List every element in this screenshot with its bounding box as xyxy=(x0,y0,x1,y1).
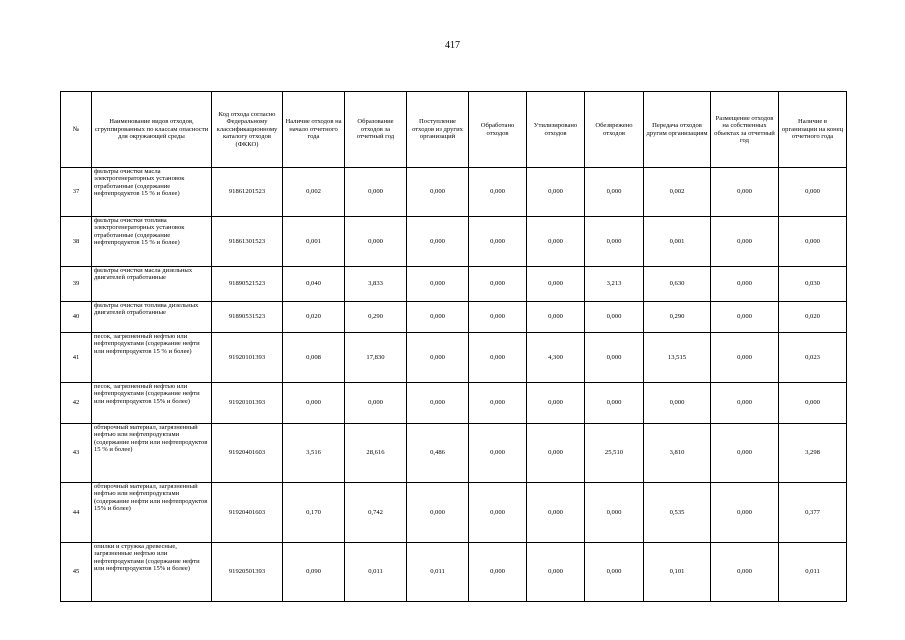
table-row xyxy=(61,383,847,424)
cell-start-balance: 0,020 xyxy=(283,302,345,333)
cell-transferred: 0,535 xyxy=(644,483,711,543)
header-start-balance: Наличие отходов на начало отчетного года xyxy=(283,92,345,168)
cell-waste-name: опилки и стружка древесные, загрязненные нефтью или нефтепродуктами (содержание нефти или нефтепродуктов 15% и более) xyxy=(92,543,212,602)
cell-processed: 0,000 xyxy=(469,217,527,267)
cell-processed: 0,000 xyxy=(469,333,527,383)
cell-fkko-code: 91920401603 xyxy=(212,483,283,543)
table-row xyxy=(61,333,847,383)
cell-utilized: 0,000 xyxy=(527,383,585,424)
cell-neutralized: 0,000 xyxy=(585,543,644,602)
cell-received: 0,000 xyxy=(407,302,469,333)
cell-transferred: 0,290 xyxy=(644,302,711,333)
header-received: Поступление отходов из других организаций xyxy=(407,92,469,168)
cell-waste-name: фильтры очистки топлива электрогенераторных установок отработанные (содержание нефтепродуктов 15 % и более) xyxy=(92,217,212,267)
cell-placed-own: 0,000 xyxy=(711,217,779,267)
cell-waste-name: обтирочный материал, загрязненный нефтью или нефтепродуктами (содержание нефти или нефтепродуктов 15% и более) xyxy=(92,483,212,543)
cell-end-balance: 0,000 xyxy=(779,168,847,217)
cell-number: 43 xyxy=(61,424,92,483)
cell-end-balance: 0,000 xyxy=(779,217,847,267)
table-row xyxy=(61,267,847,302)
cell-number: 40 xyxy=(61,302,92,333)
cell-neutralized: 3,213 xyxy=(585,267,644,302)
cell-generated: 0,000 xyxy=(345,168,407,217)
cell-transferred: 0,001 xyxy=(644,217,711,267)
cell-transferred: 0,101 xyxy=(644,543,711,602)
cell-waste-name: обтирочный материал, загрязненный нефтью или нефтепродуктами (содержание нефти или нефтепродуктов 15 % и более) xyxy=(92,424,212,483)
header-waste-name: Наименование видов отходов, сгруппированных по классам опасности для окружающей среды xyxy=(92,92,212,168)
table-row xyxy=(61,483,847,543)
cell-waste-name: фильтры очистки масла электрогенераторных установок отработанные (содержание нефтепродуктов 15 % и более) xyxy=(92,168,212,217)
cell-transferred: 0,630 xyxy=(644,267,711,302)
cell-generated: 0,742 xyxy=(345,483,407,543)
header-generated: Образование отходов за отчетный год xyxy=(345,92,407,168)
cell-neutralized: 0,000 xyxy=(585,483,644,543)
cell-start-balance: 3,516 xyxy=(283,424,345,483)
table-row xyxy=(61,543,847,602)
cell-start-balance: 0,001 xyxy=(283,217,345,267)
cell-processed: 0,000 xyxy=(469,383,527,424)
cell-number: 38 xyxy=(61,217,92,267)
cell-placed-own: 0,000 xyxy=(711,543,779,602)
cell-start-balance: 0,040 xyxy=(283,267,345,302)
cell-transferred: 0,000 xyxy=(644,383,711,424)
cell-end-balance: 3,298 xyxy=(779,424,847,483)
cell-number: 45 xyxy=(61,543,92,602)
cell-processed: 0,000 xyxy=(469,267,527,302)
cell-utilized: 4,300 xyxy=(527,333,585,383)
cell-placed-own: 0,000 xyxy=(711,424,779,483)
cell-generated: 0,000 xyxy=(345,383,407,424)
cell-received: 0,000 xyxy=(407,168,469,217)
cell-placed-own: 0,000 xyxy=(711,168,779,217)
cell-received: 0,000 xyxy=(407,483,469,543)
cell-fkko-code: 91920101393 xyxy=(212,333,283,383)
cell-placed-own: 0,000 xyxy=(711,333,779,383)
cell-utilized: 0,000 xyxy=(527,424,585,483)
cell-end-balance: 0,030 xyxy=(779,267,847,302)
cell-end-balance: 0,377 xyxy=(779,483,847,543)
cell-processed: 0,000 xyxy=(469,302,527,333)
cell-generated: 17,830 xyxy=(345,333,407,383)
page-number: 417 xyxy=(445,40,460,51)
cell-processed: 0,000 xyxy=(469,168,527,217)
table-row xyxy=(61,302,847,333)
cell-fkko-code: 91890531523 xyxy=(212,302,283,333)
cell-number: 37 xyxy=(61,168,92,217)
cell-waste-name: фильтры очистки топлива дизельных двигателей отработанные xyxy=(92,302,212,333)
cell-fkko-code: 91920501393 xyxy=(212,543,283,602)
cell-fkko-code: 91890521523 xyxy=(212,267,283,302)
cell-neutralized: 0,000 xyxy=(585,333,644,383)
header-transferred: Передача отходов другим организациям xyxy=(644,92,711,168)
cell-processed: 0,000 xyxy=(469,543,527,602)
cell-processed: 0,000 xyxy=(469,424,527,483)
header-placed-own: Размещение отходов на собственных объектах за отчетный год xyxy=(711,92,779,168)
cell-neutralized: 25,510 xyxy=(585,424,644,483)
cell-utilized: 0,000 xyxy=(527,483,585,543)
cell-waste-name: песок, загрязненный нефтью или нефтепродуктами (содержание нефти или нефтепродуктов 15% и более) xyxy=(92,383,212,424)
cell-fkko-code: 91861201523 xyxy=(212,168,283,217)
cell-received: 0,486 xyxy=(407,424,469,483)
cell-end-balance: 0,020 xyxy=(779,302,847,333)
table-row xyxy=(61,168,847,217)
header-processed: Обработано отходов xyxy=(469,92,527,168)
cell-utilized: 0,000 xyxy=(527,267,585,302)
cell-transferred: 3,810 xyxy=(644,424,711,483)
cell-placed-own: 0,000 xyxy=(711,383,779,424)
cell-fkko-code: 91861301523 xyxy=(212,217,283,267)
table-header-row xyxy=(61,92,847,168)
cell-fkko-code: 91920101393 xyxy=(212,383,283,424)
cell-start-balance: 0,002 xyxy=(283,168,345,217)
cell-utilized: 0,000 xyxy=(527,168,585,217)
cell-placed-own: 0,000 xyxy=(711,483,779,543)
cell-start-balance: 0,000 xyxy=(283,383,345,424)
cell-received: 0,000 xyxy=(407,267,469,302)
cell-start-balance: 0,090 xyxy=(283,543,345,602)
cell-received: 0,000 xyxy=(407,333,469,383)
cell-neutralized: 0,000 xyxy=(585,383,644,424)
cell-waste-name: песок, загрязненный нефтью или нефтепродуктами (содержание нефти или нефтепродуктов 15 % и более) xyxy=(92,333,212,383)
cell-generated: 28,616 xyxy=(345,424,407,483)
cell-placed-own: 0,000 xyxy=(711,267,779,302)
cell-utilized: 0,000 xyxy=(527,543,585,602)
cell-number: 41 xyxy=(61,333,92,383)
cell-transferred: 13,515 xyxy=(644,333,711,383)
table-row xyxy=(61,217,847,267)
cell-generated: 0,011 xyxy=(345,543,407,602)
cell-start-balance: 0,170 xyxy=(283,483,345,543)
cell-end-balance: 0,000 xyxy=(779,383,847,424)
waste-table xyxy=(60,91,847,602)
cell-generated: 0,290 xyxy=(345,302,407,333)
cell-waste-name: фильтры очистки масла дизельных двигателей отработанные xyxy=(92,267,212,302)
cell-neutralized: 0,000 xyxy=(585,168,644,217)
cell-fkko-code: 91920401603 xyxy=(212,424,283,483)
cell-end-balance: 0,023 xyxy=(779,333,847,383)
cell-neutralized: 0,000 xyxy=(585,217,644,267)
cell-received: 0,000 xyxy=(407,383,469,424)
cell-utilized: 0,000 xyxy=(527,302,585,333)
header-end-balance: Наличие в организации на конец отчетного года xyxy=(779,92,847,168)
cell-number: 42 xyxy=(61,383,92,424)
cell-received: 0,000 xyxy=(407,217,469,267)
cell-number: 44 xyxy=(61,483,92,543)
header-number: № xyxy=(61,92,92,168)
cell-transferred: 0,002 xyxy=(644,168,711,217)
cell-generated: 0,000 xyxy=(345,217,407,267)
cell-placed-own: 0,000 xyxy=(711,302,779,333)
header-neutralized: Обезврежено отходов xyxy=(585,92,644,168)
cell-processed: 0,000 xyxy=(469,483,527,543)
cell-generated: 3,833 xyxy=(345,267,407,302)
header-utilized: Утилизировано отходов xyxy=(527,92,585,168)
table-row xyxy=(61,424,847,483)
cell-utilized: 0,000 xyxy=(527,217,585,267)
cell-end-balance: 0,011 xyxy=(779,543,847,602)
cell-received: 0,011 xyxy=(407,543,469,602)
cell-neutralized: 0,000 xyxy=(585,302,644,333)
header-fkko-code: Код отхода согласно Федеральному классификационному каталогу отходов (ФККО) xyxy=(212,92,283,168)
cell-start-balance: 0,008 xyxy=(283,333,345,383)
cell-number: 39 xyxy=(61,267,92,302)
